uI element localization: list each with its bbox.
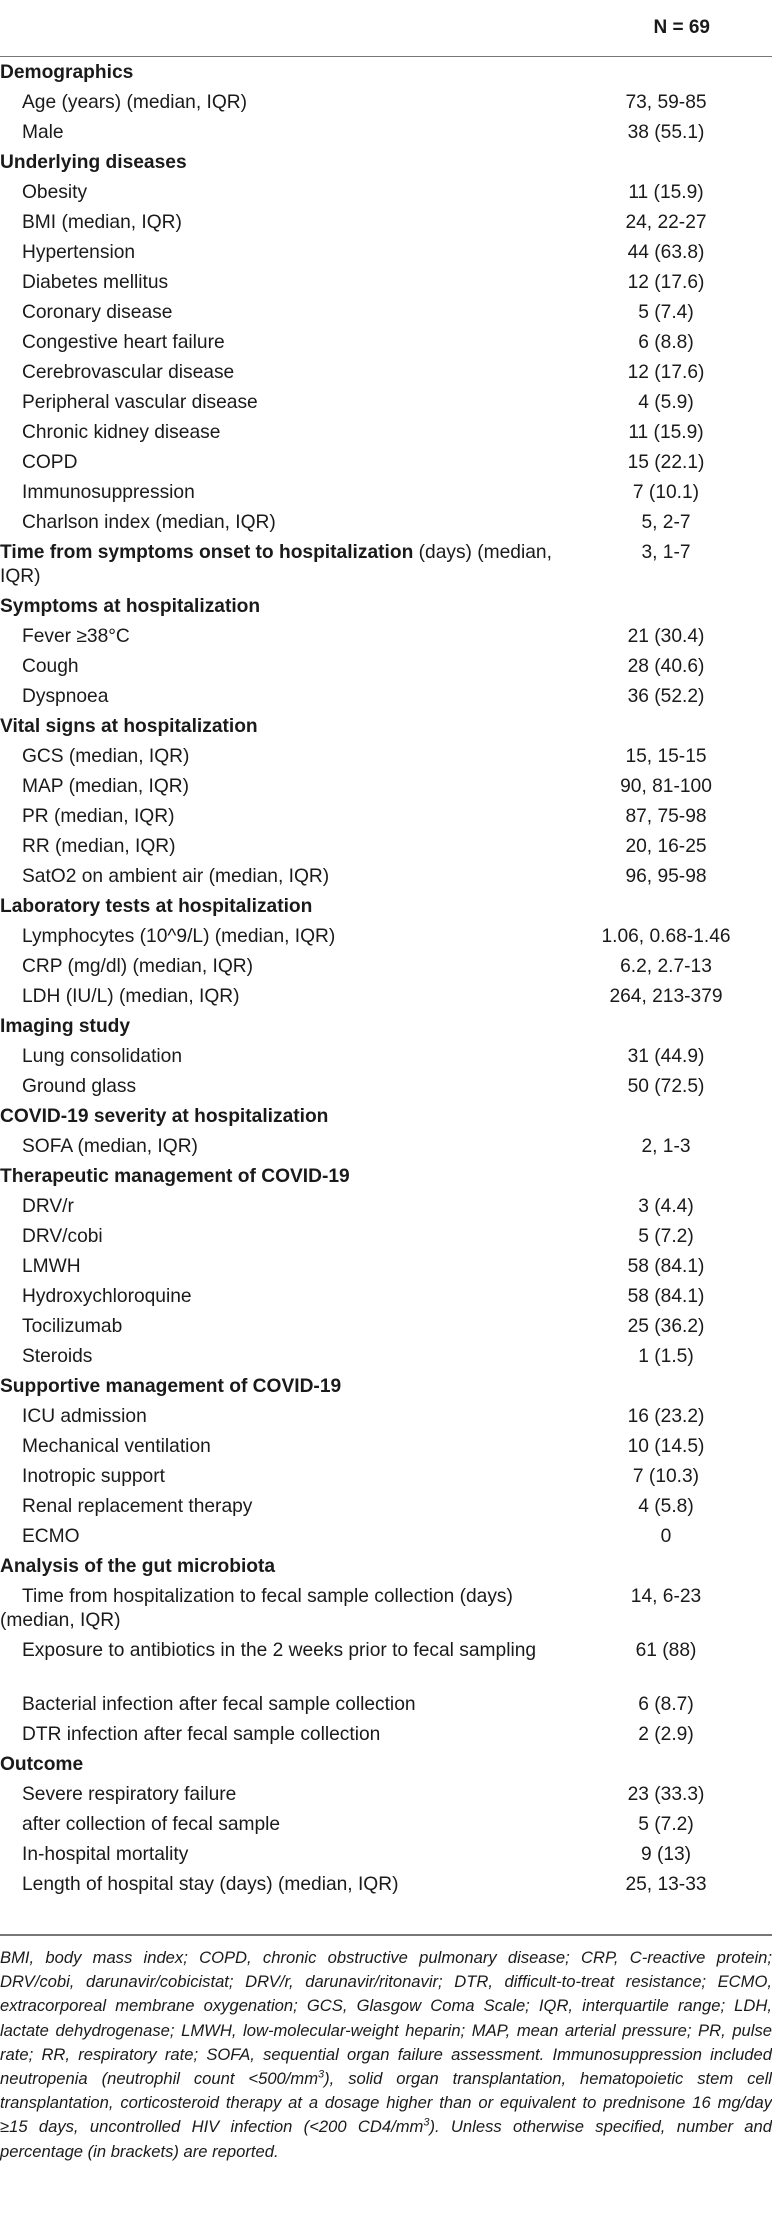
row-label	[0, 1192, 602, 1222]
row-label-text: DRV/cobi	[22, 1226, 103, 1247]
row-label-text: SatO2 on ambient air (median, IQR)	[22, 866, 330, 887]
table-row	[0, 922, 772, 952]
row-label	[0, 1720, 602, 1750]
row-value: 2 (2.9)	[638, 1724, 694, 1745]
section-row	[0, 1162, 772, 1192]
row-label-text: GCS (median, IQR)	[22, 746, 190, 767]
row-label	[0, 1432, 602, 1462]
row-value: 25 (36.2)	[627, 1316, 705, 1337]
table-row	[0, 1222, 772, 1252]
table-footnote	[0, 1946, 772, 2164]
row-label	[0, 358, 602, 388]
table-row	[0, 1072, 772, 1102]
row-label-text: Ground glass	[22, 1076, 137, 1097]
row-value: 25, 13-33	[625, 1874, 707, 1895]
row-label	[0, 862, 602, 892]
row-label-text: Vital signs at hospitalization	[0, 716, 258, 737]
row-label	[0, 1690, 602, 1720]
section-heading	[0, 592, 580, 622]
table-row	[0, 742, 772, 772]
section-row	[0, 1750, 772, 1780]
table-row	[0, 682, 772, 712]
row-label-text: Therapeutic management of COVID-19	[0, 1166, 350, 1187]
row-label-text: Mechanical ventilation	[22, 1436, 211, 1457]
section-heading	[0, 712, 580, 742]
table-row	[0, 1492, 772, 1522]
section-row	[0, 1102, 772, 1132]
row-value: 5, 2-7	[641, 512, 691, 533]
row-label	[0, 88, 602, 118]
row-label-text: Male	[22, 122, 64, 143]
row-value: 12 (17.6)	[627, 272, 705, 293]
row-label-text: Outcome	[0, 1754, 84, 1775]
row-label-text: Charlson index (median, IQR)	[22, 512, 276, 533]
table-row	[0, 1636, 772, 1690]
row-value: 21 (30.4)	[627, 626, 705, 647]
row-label	[0, 178, 602, 208]
row-label	[0, 652, 602, 682]
row-label	[0, 952, 602, 982]
table-row	[0, 1720, 772, 1750]
row-label	[0, 682, 602, 712]
section-row	[0, 148, 772, 178]
row-label	[0, 298, 602, 328]
row-label-text: Age (years) (median, IQR)	[22, 92, 247, 113]
row-label-text: Peripheral vascular disease	[22, 392, 258, 413]
row-value: 36 (52.2)	[627, 686, 705, 707]
row-label	[0, 1402, 602, 1432]
row-label-text: LDH (IU/L) (median, IQR)	[22, 986, 240, 1007]
table-row	[0, 772, 772, 802]
row-value: 7 (10.1)	[632, 482, 700, 503]
row-label	[0, 1492, 602, 1522]
table-row	[0, 982, 772, 1012]
row-label-text: MAP (median, IQR)	[22, 776, 190, 797]
row-value: 3 (4.4)	[638, 1196, 694, 1217]
row-value: 3, 1-7	[641, 542, 691, 563]
row-label	[0, 1312, 602, 1342]
row-label-text: Chronic kidney disease	[22, 422, 221, 443]
row-label-text: Bacterial infection after fecal sample collection	[22, 1694, 416, 1715]
row-label	[0, 1282, 602, 1312]
table-row	[0, 862, 772, 892]
table-row	[0, 1132, 772, 1162]
row-label	[0, 268, 602, 298]
row-label-text: Fever ≥38°C	[22, 626, 130, 647]
row-label	[0, 118, 602, 148]
section-heading	[0, 892, 580, 922]
row-label	[0, 832, 602, 862]
row-value: 23 (33.3)	[627, 1784, 705, 1805]
table-row	[0, 1252, 772, 1282]
column-header-n: N = 69	[653, 17, 710, 38]
row-label-text: Hydroxychloroquine	[22, 1286, 192, 1307]
row-label-text: Exposure to antibiotics in the 2 weeks prior to fecal sampling	[22, 1640, 537, 1661]
table-row	[0, 178, 772, 208]
table-row	[0, 832, 772, 862]
row-value: 28 (40.6)	[627, 656, 705, 677]
row-label	[0, 622, 602, 652]
row-label-text: Obesity	[22, 182, 88, 203]
table-row	[0, 1312, 772, 1342]
section-row	[0, 1012, 772, 1042]
section-heading	[0, 1102, 580, 1132]
row-label-text: Coronary disease	[22, 302, 173, 323]
row-label-text: Time from hospitalization to fecal sample collection (days) (median, IQR)	[0, 1586, 513, 1631]
row-value: 16 (23.2)	[627, 1406, 705, 1427]
row-label-text: LMWH	[22, 1256, 81, 1277]
footnote-text: BMI, body mass index; COPD, chronic obstructive pulmonary disease; CRP, C-reactive protein; DRV/cobi, darunavir/cobicistat; DRV/r, darunavir/ritonavir; DTR, difficult-to-treat resistance; ECMO, extracorporeal membrane oxygenation; GCS, Glasgow Coma Scale; IQR, interquartile range; LDH, lactate dehydrogenase; LMWH, low-molecular-weight heparin; MAP, mean arterial pressure; PR, pulse rate; RR, respiratory rate; SOFA, sequential organ failure assessment. Immunosuppression included neutropenia (neutrophil count <500/mm	[0, 1948, 772, 2089]
table-row	[0, 268, 772, 298]
row-label-text: COVID-19 severity at hospitalization	[0, 1106, 329, 1127]
section-heading	[0, 538, 560, 589]
row-value: 4 (5.9)	[638, 392, 694, 413]
table-row	[0, 208, 772, 238]
row-value: 1 (1.5)	[638, 1346, 694, 1367]
row-label	[0, 1582, 560, 1633]
row-label-text: Length of hospital stay (days) (median, IQR)	[22, 1874, 399, 1895]
row-label-text: after collection of fecal sample	[22, 1814, 281, 1835]
row-label	[0, 328, 602, 358]
row-label-text: ECMO	[22, 1526, 80, 1547]
row-value: 5 (7.2)	[638, 1814, 694, 1835]
table-row	[0, 418, 772, 448]
row-label-text: Renal replacement therapy	[22, 1496, 253, 1517]
table-row	[0, 1402, 772, 1432]
row-label-text: Supportive management of COVID-19	[0, 1376, 342, 1397]
row-value: 73, 59-85	[625, 92, 707, 113]
row-value: 5 (7.4)	[638, 302, 694, 323]
row-label	[0, 238, 602, 268]
table-row	[0, 358, 772, 388]
row-label-text: Lymphocytes (10^9/L) (median, IQR)	[22, 926, 336, 947]
row-label	[0, 1780, 602, 1810]
row-label-text: Laboratory tests at hospitalization	[0, 896, 313, 917]
row-label	[0, 1840, 602, 1870]
section-row	[0, 1552, 772, 1582]
row-value: 90, 81-100	[620, 776, 712, 797]
row-label	[0, 1870, 602, 1900]
table-row	[0, 802, 772, 832]
row-label-text: Demographics	[0, 62, 134, 83]
table-row	[0, 1690, 772, 1720]
section-heading	[0, 58, 580, 88]
row-value: 14, 6-23	[630, 1586, 702, 1607]
table-row	[0, 448, 772, 478]
row-value: 6 (8.8)	[638, 332, 694, 353]
section-heading	[0, 1372, 580, 1402]
row-label-text: CRP (mg/dl) (median, IQR)	[22, 956, 254, 977]
row-label	[0, 742, 602, 772]
table-row	[0, 622, 772, 652]
table-row	[0, 1870, 772, 1900]
row-label	[0, 1222, 602, 1252]
row-label-text: DRV/r	[22, 1196, 74, 1217]
table-row	[0, 328, 772, 358]
table-row	[0, 478, 772, 508]
row-value: 96, 95-98	[625, 866, 707, 887]
row-label	[0, 1522, 602, 1552]
row-label	[0, 1462, 602, 1492]
footnote-text: ). Unless otherwise specified, number and percentage (in brackets) are reported.	[0, 2117, 772, 2161]
row-label-text: Diabetes mellitus	[22, 272, 169, 293]
row-label	[0, 1072, 602, 1102]
section-row	[0, 1372, 772, 1402]
row-value: 1.06, 0.68-1.46	[601, 926, 731, 947]
section-heading	[0, 148, 580, 178]
table-row	[0, 1840, 772, 1870]
table-row	[0, 1462, 772, 1492]
section-row	[0, 712, 772, 742]
row-value: 20, 16-25	[625, 836, 707, 857]
row-label-text: DTR infection after fecal sample collection	[22, 1724, 381, 1745]
table-row	[0, 1342, 772, 1372]
row-label	[0, 418, 602, 448]
section-row	[0, 592, 772, 622]
row-value: 6.2, 2.7-13	[620, 956, 712, 977]
row-label	[0, 922, 602, 952]
row-value: 0	[660, 1526, 672, 1547]
row-label-text: Immunosuppression	[22, 482, 195, 503]
section-row	[0, 538, 772, 592]
table-row	[0, 1282, 772, 1312]
row-label	[0, 802, 602, 832]
footnote-text: ), solid organ transplantation, hematopoietic stem cell transplantation, corticosteroid therapy at a dosage higher than or equivalent to prednisone 16 mg/day ≥15 days, uncontrolled HIV infection (<200 CD4/mm	[0, 2069, 772, 2137]
row-label-suffix: (days) (median, IQR)	[0, 542, 552, 587]
row-label	[0, 1342, 602, 1372]
row-value: 15 (22.1)	[627, 452, 705, 473]
table-row	[0, 508, 772, 538]
table-row	[0, 1780, 772, 1810]
row-label-text: Underlying diseases	[0, 152, 187, 173]
table-row	[0, 118, 772, 148]
table-bottom-rule	[0, 1934, 772, 1936]
table-row	[0, 652, 772, 682]
row-label-text: SOFA (median, IQR)	[22, 1136, 198, 1157]
section-row	[0, 892, 772, 922]
row-label	[0, 1636, 560, 1663]
row-label-text: In-hospital mortality	[22, 1844, 189, 1865]
row-value: 44 (63.8)	[627, 242, 705, 263]
row-value: 10 (14.5)	[627, 1436, 705, 1457]
row-value: 87, 75-98	[625, 806, 707, 827]
row-label	[0, 1252, 602, 1282]
table-row	[0, 88, 772, 118]
row-label-text: Severe respiratory failure	[22, 1784, 237, 1805]
row-label-text: ICU admission	[22, 1406, 147, 1427]
row-value: 15, 15-15	[625, 746, 707, 767]
row-label-text: Cough	[22, 656, 79, 677]
table-row	[0, 1582, 772, 1636]
table-row	[0, 952, 772, 982]
table-row	[0, 238, 772, 268]
row-label-text: Congestive heart failure	[22, 332, 225, 353]
row-label-text: Inotropic support	[22, 1466, 165, 1487]
row-label-text: PR (median, IQR)	[22, 806, 175, 827]
row-label-text: Hypertension	[22, 242, 136, 263]
row-value: 38 (55.1)	[627, 122, 705, 143]
row-label-text: Symptoms at hospitalization	[0, 596, 261, 617]
row-value: 58 (84.1)	[627, 1256, 705, 1277]
row-value: 11 (15.9)	[628, 422, 704, 443]
row-label	[0, 208, 602, 238]
row-label	[0, 388, 602, 418]
row-label-text: Steroids	[22, 1346, 93, 1367]
row-value: 31 (44.9)	[627, 1046, 705, 1067]
row-label	[0, 508, 602, 538]
row-label-text: Lung consolidation	[22, 1046, 183, 1067]
row-label-text: Imaging study	[0, 1016, 131, 1037]
row-label	[0, 772, 602, 802]
row-value: 12 (17.6)	[627, 362, 705, 383]
row-label-text: Cerebrovascular disease	[22, 362, 235, 383]
row-label-text: Dyspnoea	[22, 686, 109, 707]
row-value: 50 (72.5)	[627, 1076, 705, 1097]
row-value: 6 (8.7)	[638, 1694, 694, 1715]
row-value: 11 (15.9)	[628, 182, 704, 203]
table-header	[0, 0, 772, 57]
row-value: 4 (5.8)	[638, 1496, 694, 1517]
row-label-text: Time from symptoms onset to hospitalization	[0, 542, 414, 563]
section-heading	[0, 1552, 580, 1582]
section-heading	[0, 1162, 580, 1192]
row-label	[0, 1132, 602, 1162]
row-value: 264, 213-379	[609, 986, 723, 1007]
row-label	[0, 448, 602, 478]
footnote-superscript: 3	[423, 2116, 430, 2129]
row-label	[0, 478, 602, 508]
row-label-text: BMI (median, IQR)	[22, 212, 182, 233]
table-row	[0, 1810, 772, 1840]
section-heading	[0, 1750, 580, 1780]
row-label-text: RR (median, IQR)	[22, 836, 176, 857]
row-value: 5 (7.2)	[638, 1226, 694, 1247]
row-label	[0, 1042, 602, 1072]
table-row	[0, 1192, 772, 1222]
row-label	[0, 982, 602, 1012]
row-value: 58 (84.1)	[627, 1286, 705, 1307]
table-body	[0, 58, 772, 1900]
table-row	[0, 1042, 772, 1072]
row-label-text: Analysis of the gut microbiota	[0, 1556, 276, 1577]
table-row	[0, 1432, 772, 1462]
section-row	[0, 58, 772, 88]
footnote-superscript: 3	[318, 2068, 325, 2081]
table-row	[0, 1522, 772, 1552]
row-label-text: Tocilizumab	[22, 1316, 123, 1337]
row-value: 9 (13)	[640, 1844, 692, 1865]
table-row	[0, 388, 772, 418]
section-heading	[0, 1012, 580, 1042]
row-value: 7 (10.3)	[632, 1466, 700, 1487]
row-value: 61 (88)	[635, 1640, 697, 1661]
table-row	[0, 298, 772, 328]
row-label	[0, 1810, 602, 1840]
row-label-text: COPD	[22, 452, 78, 473]
row-value: 2, 1-3	[641, 1136, 691, 1157]
row-value: 24, 22-27	[625, 212, 707, 233]
